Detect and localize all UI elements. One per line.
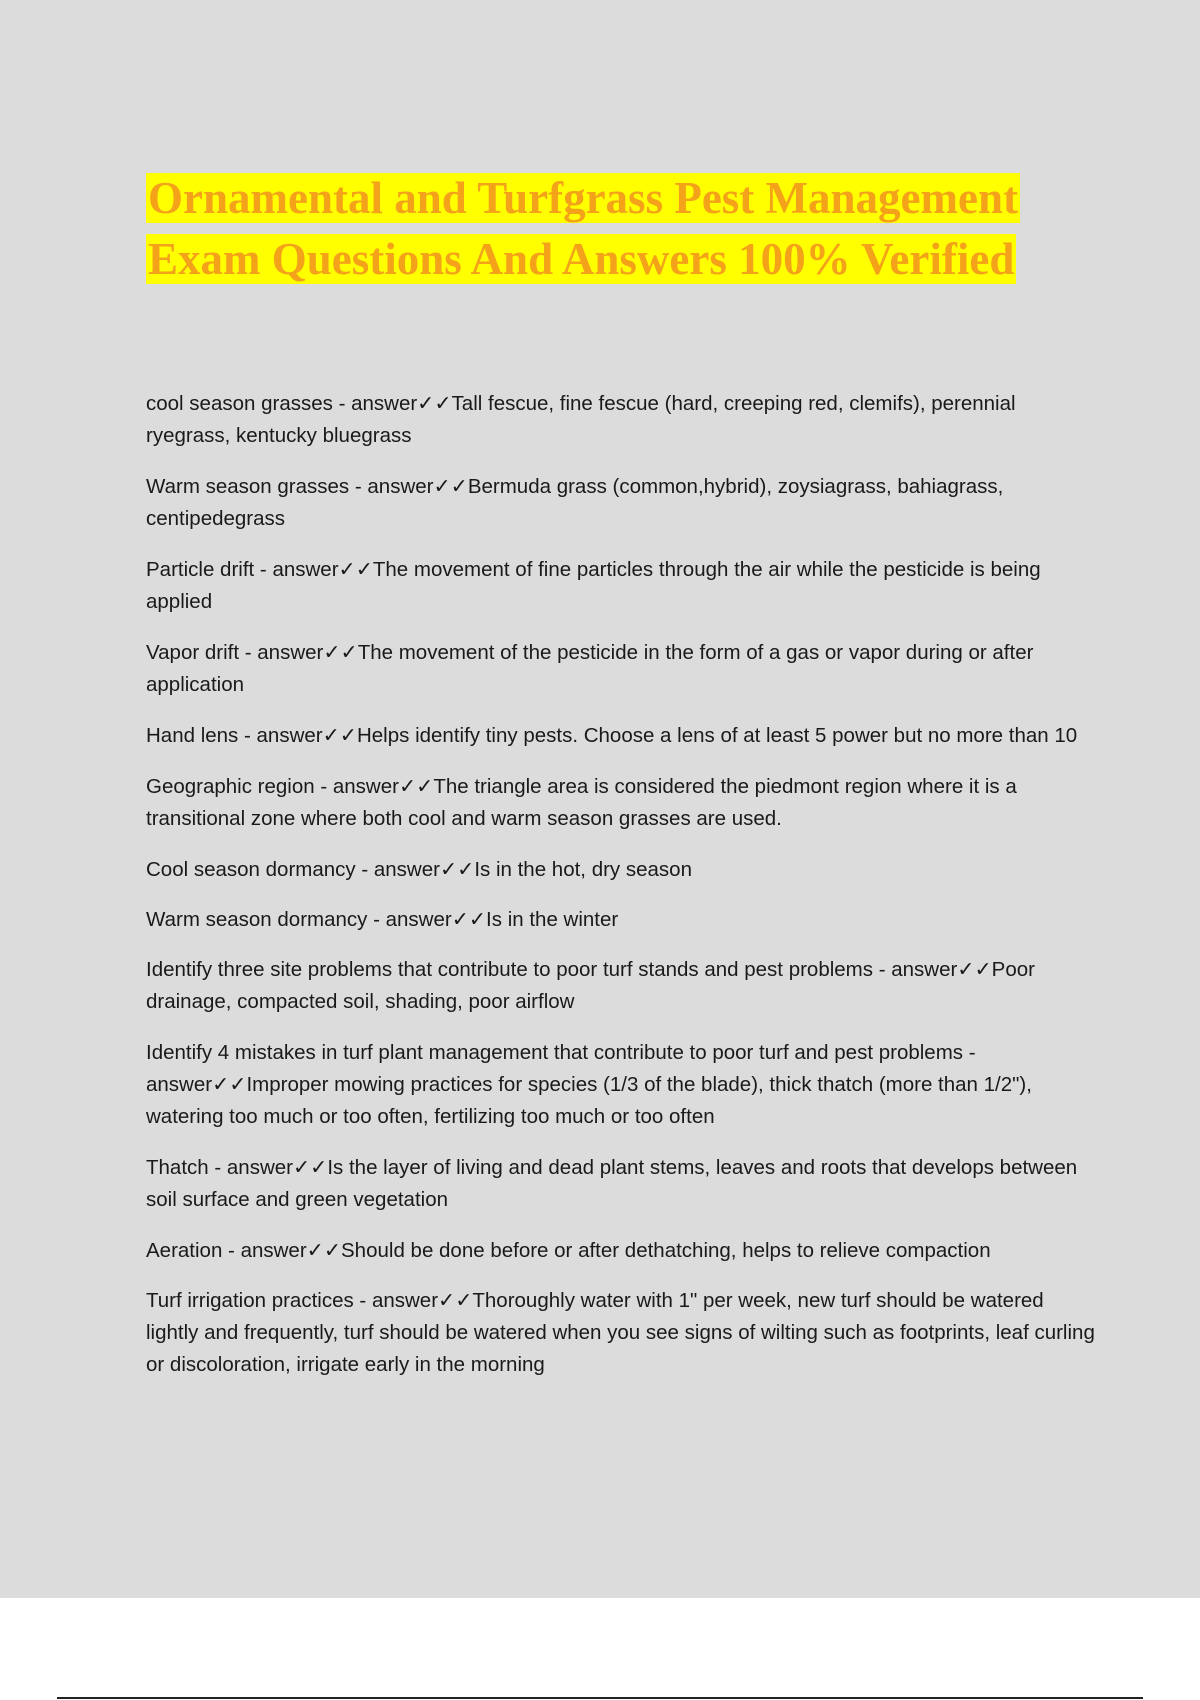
qa-item: Aeration - answer✓✓Should be done before or after dethatching, helps to relieve compaction [146,1239,991,1262]
qa-item: Thatch - answer✓✓Is the layer of living and dead plant stems, leaves and roots that develops between soil surface and green vegetation [146,1156,1078,1211]
document-title [146,168,1086,290]
qa-item: Identify three site problems that contribute to poor turf stands and pest problems - answer✓✓Poor drainage, compacted soil, shading, poor airflow [146,958,1035,1013]
qa-list [146,388,1096,1400]
qa-item: Warm season dormancy - answer✓✓Is in the winter [146,908,619,931]
document-title-line-2: Exam Questions And Answers 100% Verified [148,234,1015,284]
qa-item: Cool season dormancy - answer✓✓Is in the hot, dry season [146,858,692,881]
qa-item: Turf irrigation practices - answer✓✓Thoroughly water with 1" per week, new turf should be watered lightly and frequently, turf should be watered when you see signs of wilting such as footprints, leaf curling or discoloration, irrigate early in the morning [146,1289,1095,1376]
page-divider [57,1697,1143,1699]
qa-item: Warm season grasses - answer✓✓Bermuda grass (common,hybrid), zoysiagrass, bahiagrass, centipedegrass [146,475,1004,530]
qa-item: Hand lens - answer✓✓Helps identify tiny pests. Choose a lens of at least 5 power but no more than 10 [146,724,1078,747]
qa-item: Particle drift - answer✓✓The movement of fine particles through the air while the pesticide is being applied [146,558,1041,613]
document-title-line-1: Ornamental and Turfgrass Pest Management [148,173,1018,223]
qa-item: Geographic region - answer✓✓The triangle area is considered the piedmont region where it is a transitional zone where both cool and warm season grasses are used. [146,775,1017,830]
qa-item: Identify 4 mistakes in turf plant management that contribute to poor turf and pest problems - answer✓✓Improper mowing practices for species (1/3 of the blade), thick thatch (more than 1/2"), watering too much or too often, fertilizing too much or too often [146,1041,1032,1128]
qa-item: Vapor drift - answer✓✓The movement of the pesticide in the form of a gas or vapor during or after application [146,641,1034,696]
qa-item: cool season grasses - answer✓✓Tall fescue, fine fescue (hard, creeping red, clemifs), perennial ryegrass, kentucky bluegrass [146,392,1016,447]
